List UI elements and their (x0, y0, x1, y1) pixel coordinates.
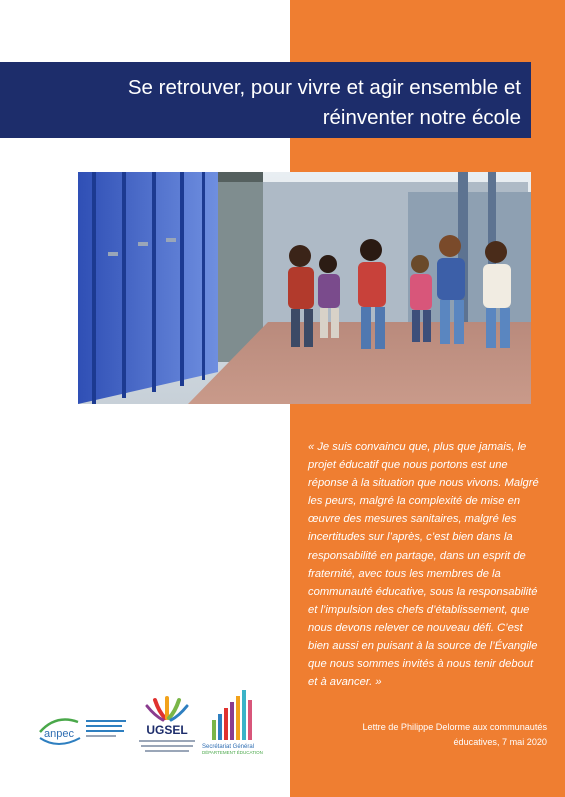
ugsel-logo (135, 696, 200, 766)
ugsel-logo-text: UGSEL (146, 723, 188, 737)
anpec-logo-text: anpec (44, 728, 74, 740)
quote-text: « Je suis convaincu que, plus que jamais, le projet éducatif que nous portons est une réponse à la situation que nous vivons. Malgré les peurs, malgré la complexité de mise en œuvre des mesures sanitaires, malgré les incertitudes sur l’après, c’est bien dans la responsabilité en partage, dans un esprit de fraternité, avec tous les membres de la communauté éducative, sous la responsabilité et l’impulsion des chefs d’établissement, que nous devons relever ce nouveau défi. C’est bien aussi en puisant à la source de l’Évangile que nous sommes invités à nous tenir debout et à avancer. » (308, 441, 539, 689)
title-line-1: Se retrouver, pour vivre et agir ensemble et (127, 76, 521, 99)
school-hallway-photo (78, 172, 531, 404)
title-band (0, 62, 531, 138)
anpec-logo (38, 712, 133, 752)
sg-logo-text-2: DÉPARTEMENT ÉDUCATION (202, 750, 263, 755)
partner-logos (32, 672, 272, 772)
sg-logo-text-1: Secrétariat Général (202, 744, 255, 750)
title-line-2: réinventer notre école (322, 106, 521, 129)
attribution-line-2: éducatives, 7 mai 2020 (453, 737, 547, 747)
secretariat-general-logo (202, 686, 272, 756)
quote-attribution (308, 720, 547, 750)
attribution-line-1: Lettre de Philippe Delorme aux communautés (362, 722, 547, 732)
